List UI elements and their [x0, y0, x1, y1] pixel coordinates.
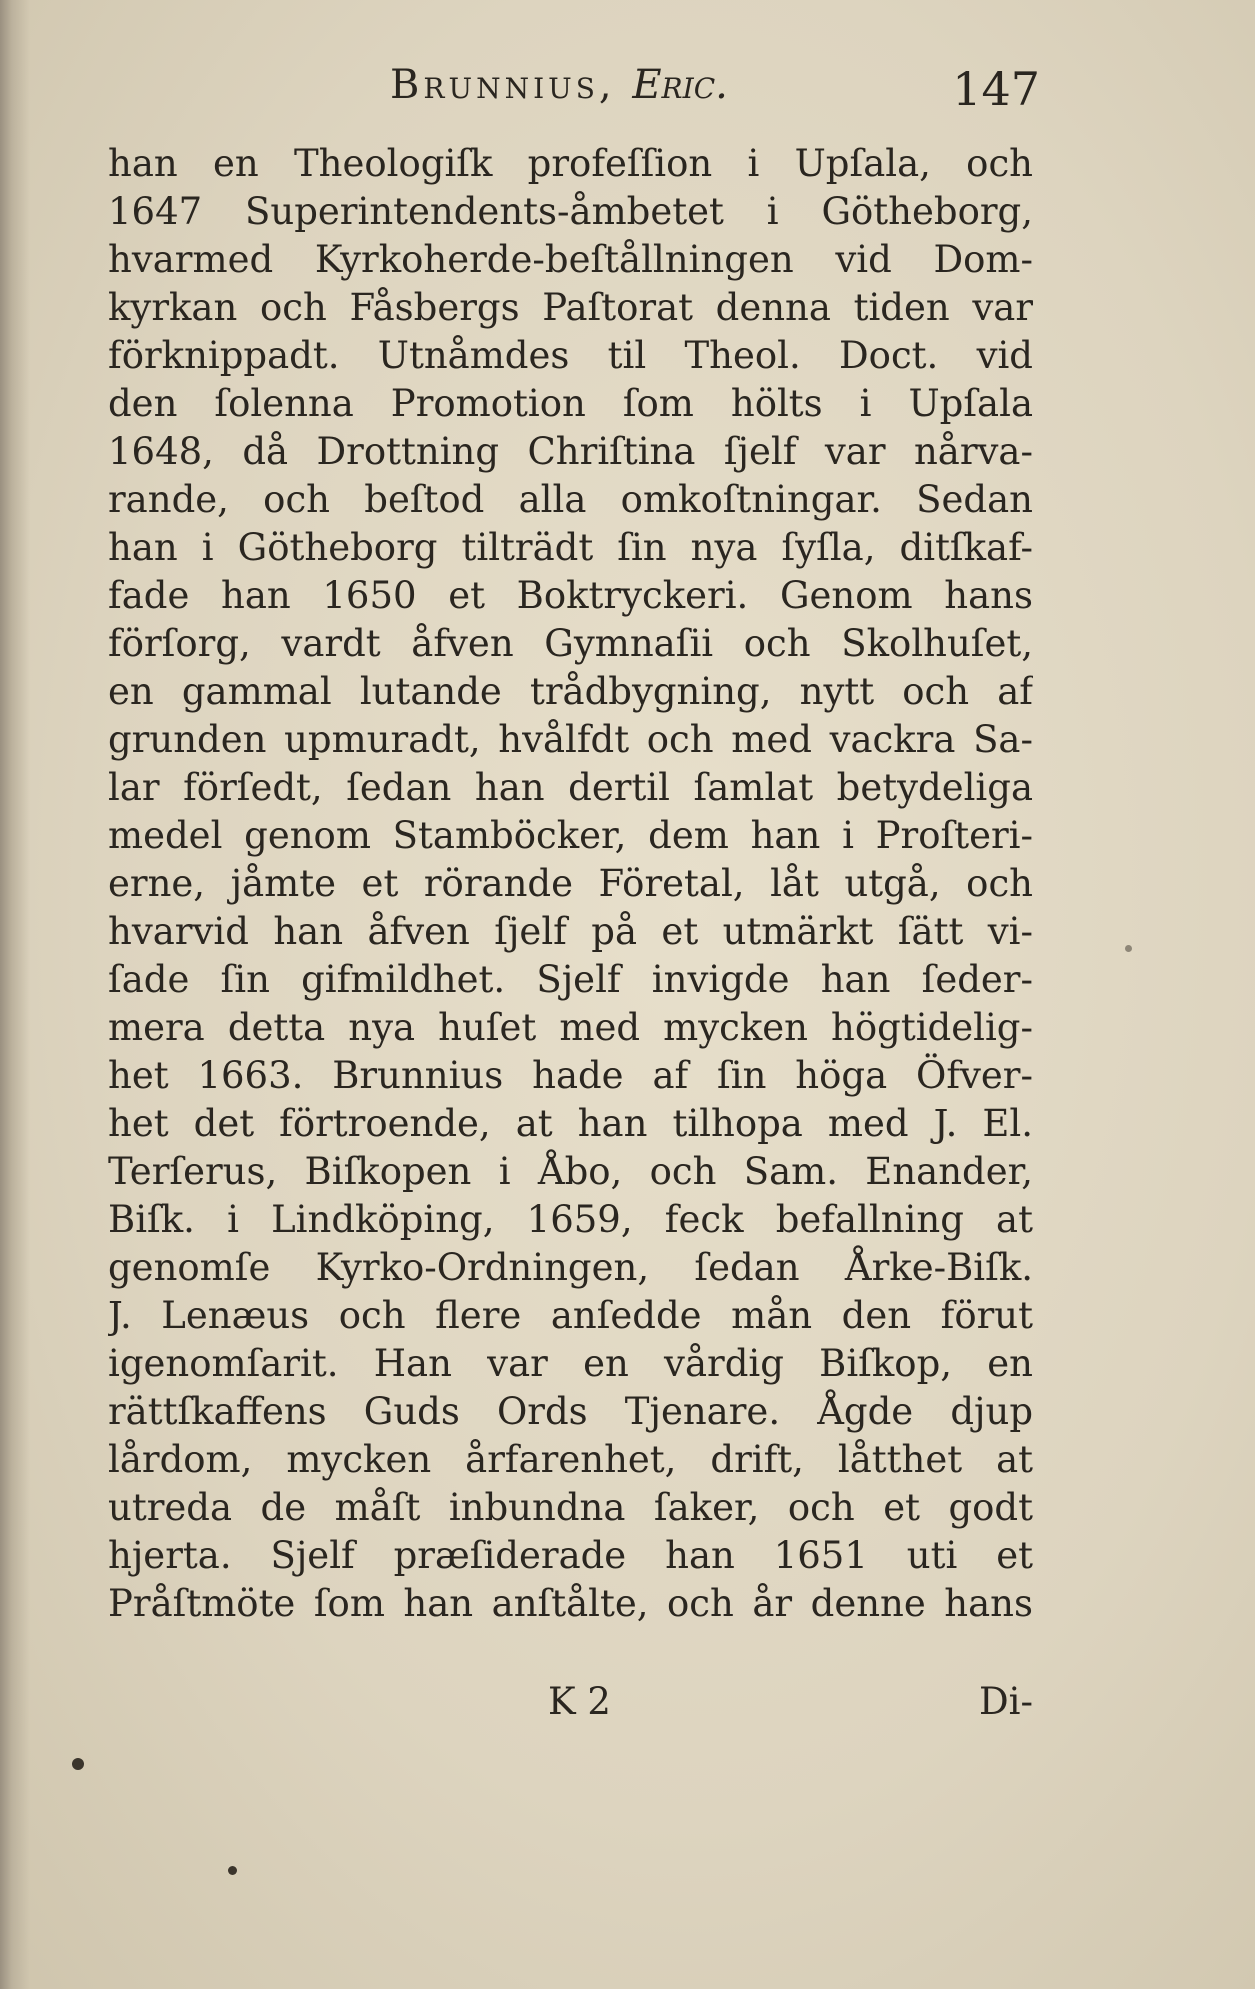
- text-line: hvarmed Kyrkoherde-beſtållningen vid Dom-: [108, 238, 1033, 281]
- text-line: förſorg, vardt åfven Gymnaſii och Skolhuſet,: [108, 622, 1033, 665]
- text-line: J. Lenæus och flere anſedde mån den förut: [108, 1294, 1033, 1337]
- running-head-surname: Brunnius,: [390, 62, 616, 108]
- text-line: fade han 1650 et Boktryckeri. Genom hans: [108, 574, 1033, 617]
- text-line: rande, och beſtod alla omkoſtningar. Sedan: [108, 478, 1033, 521]
- ink-speck: [1125, 945, 1132, 952]
- text-line: hjerta. Sjelf præſiderade han 1651 uti et: [108, 1534, 1033, 1577]
- text-line: han en Theologiſk profeſſion i Upſala, och: [108, 142, 1033, 185]
- body-text: [108, 140, 1033, 1628]
- text-line: förknippadt. Utnåmdes til Theol. Doct. vid: [108, 334, 1033, 377]
- signature-mark: K 2: [548, 1680, 611, 1723]
- text-line: lar förſedt, ſedan han dertil ſamlat betydeliga: [108, 766, 1033, 809]
- text-line: utreda de måſt inbundna ſaker, och et godt: [108, 1486, 1033, 1529]
- page-binding-edge: [0, 0, 30, 1989]
- page-number: 147: [952, 62, 1040, 116]
- text-line: igenomſarit. Han var en vårdig Biſkop, en: [108, 1342, 1033, 1385]
- text-line: Terſerus, Biſkopen i Åbo, och Sam. Enander,: [108, 1150, 1033, 1193]
- running-head-firstname: Eric.: [632, 62, 728, 108]
- text-line: het 1663. Brunnius hade af ſin höga Öfver-: [108, 1054, 1033, 1097]
- text-line: den ſolenna Promotion ſom hölts i Upſala: [108, 382, 1033, 425]
- text-line: Pråſtmöte ſom han anſtålte, och år denne hans: [108, 1582, 1033, 1625]
- text-line: kyrkan och Fåsbergs Paſtorat denna tiden var: [108, 286, 1033, 329]
- catchword: Di-: [978, 1680, 1033, 1723]
- text-line: ſade ſin gifmildhet. Sjelf invigde han ſeder-: [108, 958, 1033, 1001]
- text-line: hvarvid han åfven ſjelf på et utmärkt ſätt vi-: [108, 910, 1033, 953]
- ink-speck: [72, 1758, 84, 1770]
- text-line: en gammal lutande trådbygning, nytt och af: [108, 670, 1033, 713]
- text-line: han i Götheborg tilträdt ſin nya ſyſla, ditſkaf-: [108, 526, 1033, 569]
- text-line: rättſkaffens Guds Ords Tjenare. Ågde djup: [108, 1390, 1033, 1433]
- text-line: mera detta nya huſet med mycken högtidelig-: [108, 1006, 1033, 1049]
- page-footer: [108, 1680, 1033, 1730]
- ink-speck: [228, 1866, 237, 1875]
- text-line: 1647 Superintendents-åmbetet i Götheborg,: [108, 190, 1033, 233]
- text-line: medel genom Stamböcker, dem han i Proſteri-: [108, 814, 1033, 857]
- running-head: [390, 62, 728, 108]
- page-header: [390, 62, 1040, 122]
- text-line: genomſe Kyrko-Ordningen, ſedan Årke-Biſk.: [108, 1246, 1033, 1289]
- text-line: erne, jåmte et rörande Företal, låt utgå, och: [108, 862, 1033, 905]
- text-line: lårdom, mycken årfarenhet, drift, låtthet at: [108, 1438, 1033, 1481]
- text-line: het det förtroende, at han tilhopa med J. El.: [108, 1102, 1033, 1145]
- text-line: grunden upmuradt, hvålfdt och med vackra Sa-: [108, 718, 1033, 761]
- text-line: 1648, då Drottning Chriſtina ſjelf var nårva-: [108, 430, 1033, 473]
- text-line: Biſk. i Lindköping, 1659, feck befallning at: [108, 1198, 1033, 1241]
